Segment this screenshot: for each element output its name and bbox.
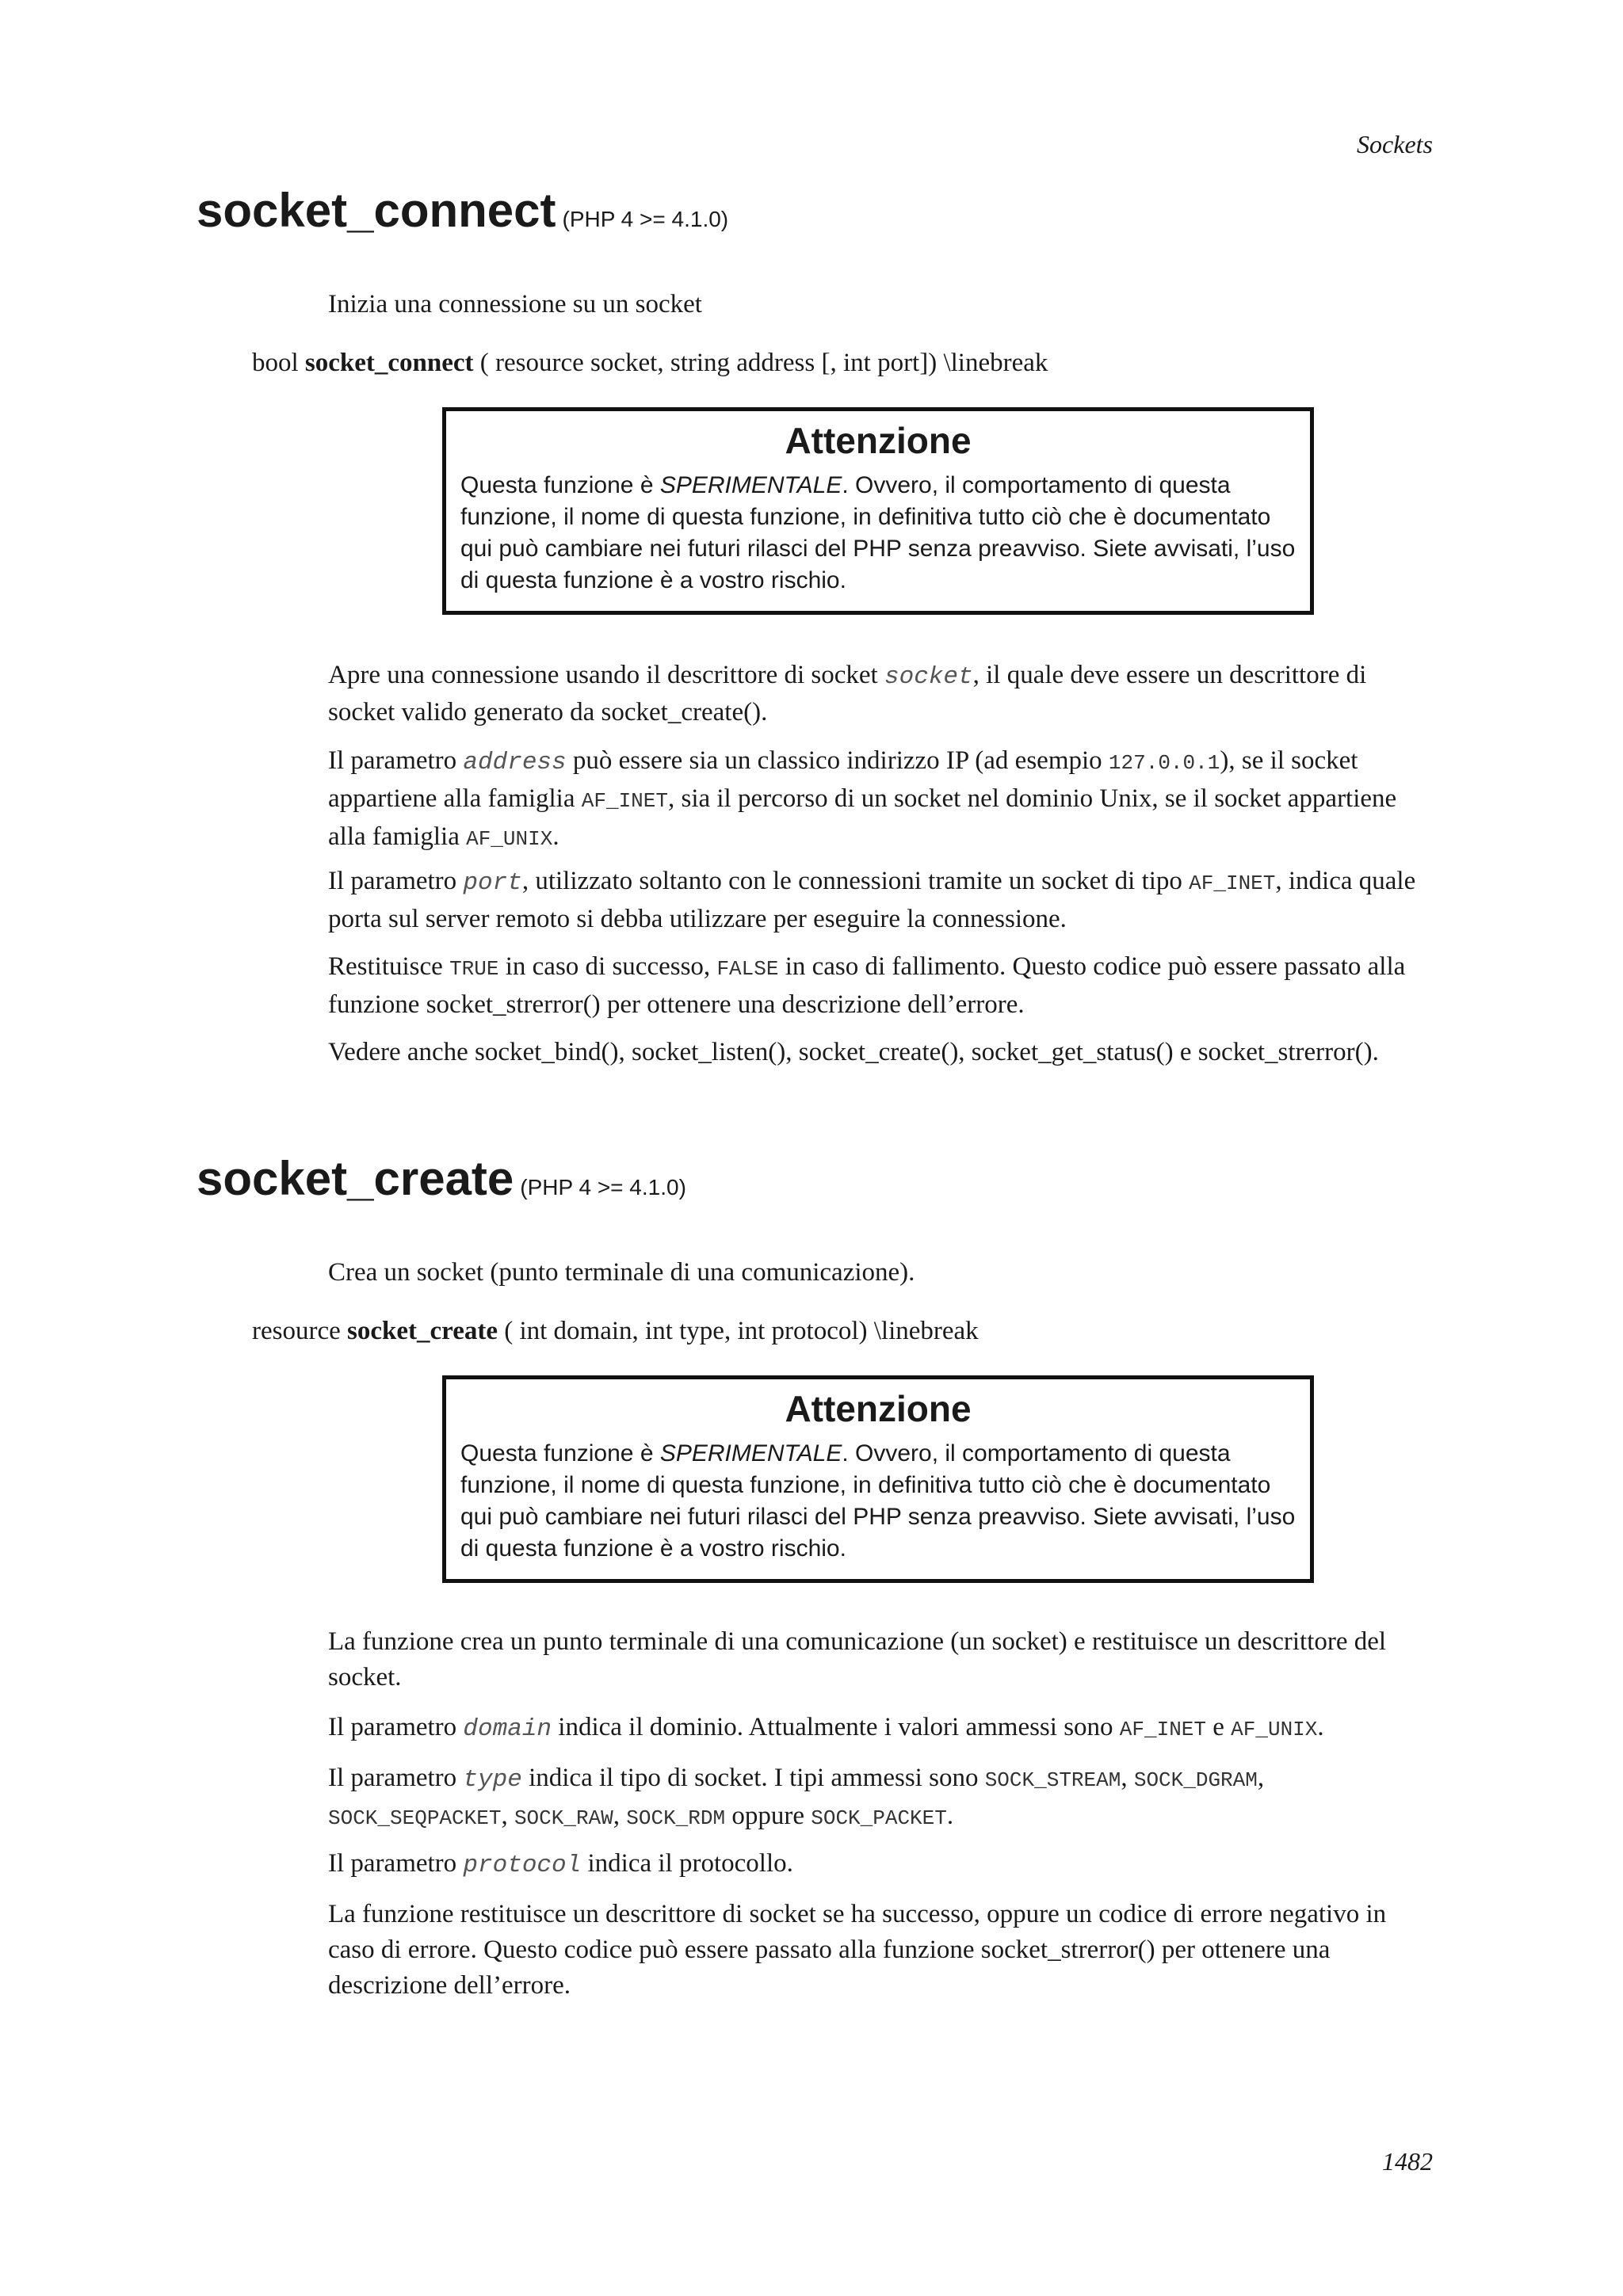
description-paragraph: Apre una connessione usando il descrittore di socket socket, il quale deve essere un descrittore di socket valido generato da socket_create(). [328, 661, 1367, 727]
constant: TRUE [449, 957, 499, 981]
synopsis-args: ( resource socket, string address [, int port]) \linebreak [473, 349, 1048, 377]
return-type: resource [252, 1317, 341, 1345]
type-paragraph: Il parametro type indica il tipo di socket. I tipi ammessi sono SOCK_STREAM, SOCK_DGRAM, SOCK_SEQPACKET, SOCK_RAW, SOCK_RDM oppure SOCK_PACKET. [328, 1764, 1265, 1830]
parameter-name: protocol [463, 1852, 582, 1879]
constant: AF_INET [1189, 871, 1276, 895]
constant: SOCK_STREAM [984, 1768, 1121, 1792]
parameter-name: domain [463, 1715, 552, 1743]
experimental-emphasis: SPERIMENTALE [659, 1440, 842, 1466]
synopsis-args: ( int domain, int type, int protocol) \linebreak [497, 1317, 979, 1345]
constant: AF_INET [1119, 1718, 1207, 1741]
return-paragraph: Restituisce TRUE in caso di successo, FALSE in caso di fallimento. Questo codice può essere passato alla funzione socket_strerror() per ottenere una descrizione dell’errore. [328, 952, 1406, 1019]
constant: SOCK_RDM [626, 1806, 726, 1830]
parameter-name: socket [884, 663, 973, 691]
function-synopsis [252, 1317, 979, 1346]
function-synopsis [252, 349, 1048, 378]
constant: AF_UNIX [466, 827, 553, 851]
parameter-name: address [463, 749, 567, 776]
synopsis-function-name: socket_connect [304, 349, 474, 377]
synopsis-function-name: socket_create [347, 1317, 498, 1345]
description-paragraph: La funzione crea un punto terminale di una comunicazione (un socket) e restituisce un descrittore del socket. [328, 1627, 1387, 1691]
constant: SOCK_SEQPACKET [328, 1806, 502, 1830]
warning-box [442, 407, 1314, 615]
parameter-name: type [463, 1766, 522, 1794]
section-title-socket-create [197, 1152, 686, 1205]
constant: AF_INET [581, 789, 668, 813]
function-name: socket_connect [197, 184, 556, 237]
function-purpose: Inizia una connessione su un socket [328, 290, 702, 318]
constant: SOCK_DGRAM [1133, 1768, 1258, 1792]
function-name: socket_create [197, 1152, 514, 1205]
port-paragraph: Il parametro port, utilizzato soltanto con le connessioni tramite un socket di tipo AF_INET, indica quale porta sul server remoto si debba utilizzare per eseguire la connessione. [328, 867, 1416, 933]
warning-text: Questa funzione è SPERIMENTALE. Ovvero, il comportamento di questa funzione, il nome di questa funzione, in definitiva tutto ciò che è documentato qui può cambiare nei futuri rilasci del PHP senza preavviso. Siete avvisati, l’uso di questa funzione è a vostro rischio. [460, 1440, 1296, 1562]
return-type: bool [252, 349, 299, 377]
version-note: (PHP 4 >= 4.1.0) [562, 207, 729, 231]
domain-paragraph: Il parametro domain indica il dominio. Attualmente i valori ammessi sono AF_INET e AF_UNIX. [328, 1713, 1324, 1743]
address-paragraph: Il parametro address può essere sia un classico indirizzo IP (ad esempio 127.0.0.1), se il socket appartiene alla famiglia AF_INET, sia il percorso di un socket nel dominio Unix, se il socket appartiene alla famiglia AF_UNIX. [328, 746, 1397, 851]
running-head: Sockets [1357, 130, 1433, 158]
constant: FALSE [716, 957, 779, 981]
constant: 127.0.0.1 [1108, 751, 1220, 775]
experimental-emphasis: SPERIMENTALE [659, 472, 842, 498]
page-number: 1482 [1382, 2147, 1433, 2176]
section-title-socket-connect [197, 184, 729, 237]
see-also-paragraph: Vedere anche socket_bind(), socket_listen(), socket_create(), socket_get_status() e socket_strerror(). [328, 1038, 1379, 1066]
warning-title: Attenzione [785, 420, 972, 461]
constant: AF_UNIX [1231, 1718, 1318, 1741]
function-purpose: Crea un socket (punto terminale di una comunicazione). [328, 1258, 915, 1287]
protocol-paragraph: Il parametro protocol indica il protocollo. [328, 1849, 793, 1879]
constant: SOCK_PACKET [811, 1806, 947, 1830]
warning-title: Attenzione [785, 1388, 972, 1429]
version-note: (PHP 4 >= 4.1.0) [520, 1175, 686, 1199]
constant: SOCK_RAW [514, 1806, 613, 1830]
parameter-name: port [463, 869, 522, 897]
warning-text: Questa funzione è SPERIMENTALE. Ovvero, il comportamento di questa funzione, il nome di questa funzione, in definitiva tutto ciò che è documentato qui può cambiare nei futuri rilasci del PHP senza preavviso. Siete avvisati, l’uso di questa funzione è a vostro rischio. [460, 472, 1296, 593]
warning-box [442, 1375, 1314, 1583]
return-paragraph: La funzione restituisce un descrittore di socket se ha successo, oppure un codice di errore negativo in caso di errore. Questo codice può essere passato alla funzione socket_strerror() per ottenere una descrizione dell’errore. [328, 1900, 1387, 2000]
